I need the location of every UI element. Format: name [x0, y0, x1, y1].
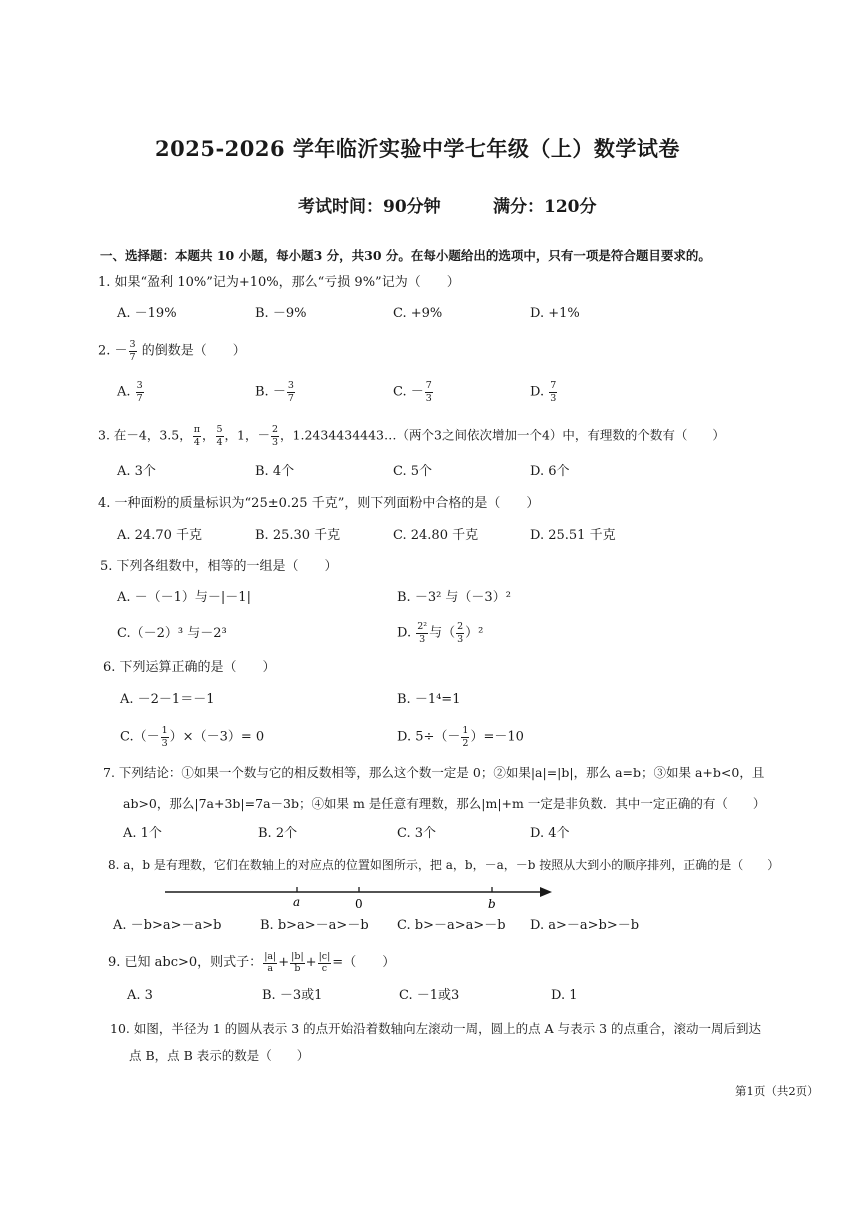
q10-line2: 点 B，点 B 表示的数是（ ） [129, 1048, 310, 1063]
q1-option-a: A. －19% [117, 306, 177, 321]
axis-label-b: b [488, 897, 496, 911]
q1-option-d: D. +1% [530, 306, 580, 321]
axis-label-a: a [293, 895, 301, 909]
q3-stem: 3. 在－4，3.5， $\frac{\pi}{4}$ ， $\frac{5}{4}$ ，1，－ $\frac{2}{3}$ ，1.2434434443…（两个3之间依次增加一个4）中，有理数的个数有（ ） [98, 424, 725, 448]
number-line-figure [160, 882, 560, 912]
q5-stem: 5. 下列各组数中，相等的一组是（ ） [100, 559, 338, 574]
q7-line2: ab>0，那么|7a+3b|=7a－3b；④如果 m 是任意有理数，那么|m|+m 一定是非负数．其中一定正确的有（ ） [123, 796, 766, 811]
q1-option-c: C. +9% [393, 306, 443, 321]
q6-option-a: A. －2－1＝－1 [120, 692, 215, 707]
q7-option-c: C. 3个 [397, 826, 437, 841]
q4-stem: 4. 一种面粉的质量标识为“25±0.25 千克”，则下列面粉中合格的是（ ） [98, 496, 540, 511]
section-heading: 一、选择题：本题共 10 小题，每小题3 分，共30 分。在每小题给出的选项中，只有一项是符合题目要求的。 [100, 248, 711, 263]
q6-option-c: C.（－ $\frac{1}{3}$ ）×（－3）= 0 [120, 725, 265, 749]
q5-option-b: B. －3² 与（－3）² [397, 590, 511, 605]
q3-option-c: C. 5个 [393, 464, 433, 479]
q9-option-c: C. －1或3 [399, 988, 460, 1003]
page-number: 第1页（共2页） [735, 1084, 819, 1098]
q3-option-d: D. 6个 [530, 464, 570, 479]
q4-option-c: C. 24.80 千克 [393, 528, 479, 543]
q6-option-d: D. 5÷（－ $\frac{1}{2}$ ）=－10 [397, 725, 524, 749]
q2-option-c: C. － $\frac{7}{3}$ [393, 380, 432, 404]
q9-option-a: A. 3 [127, 988, 153, 1003]
q9-option-b: B. －3或1 [262, 988, 323, 1003]
q2-option-d: D. $\frac{7}{3}$ [530, 380, 557, 404]
q7-option-d: D. 4个 [530, 826, 570, 841]
q9-stem: 9. 已知 abc>0，则式子： $\frac{|a|}{a}$ + $\frac{|b|}{b}$ + $\frac{|c|}{c}$ =（ ） [108, 951, 396, 974]
q8-option-a: A. －b>a>－a>b [113, 918, 222, 933]
q6-option-b: B. －1⁴=1 [397, 692, 461, 707]
q6-stem: 6. 下列运算正确的是（ ） [103, 660, 276, 675]
exam-time: 考试时间：90分钟 [298, 197, 441, 217]
q4-option-b: B. 25.30 千克 [255, 528, 341, 543]
q1-stem: 1. 如果“盈利 10%”记为+10%，那么“亏损 9%”记为（ ） [98, 275, 460, 290]
q8-stem: 8. a，b 是有理数，它们在数轴上的对应点的位置如图所示，把 a，b，－a，－b 按照从大到小的顺序排列，正确的是（ ） [108, 858, 780, 872]
q3-option-b: B. 4个 [255, 464, 295, 479]
q4-option-d: D. 25.51 千克 [530, 528, 616, 543]
q5-option-c: C.（－2）³ 与－2³ [117, 626, 227, 641]
q8-option-d: D. a>－a>b>－b [530, 918, 640, 933]
q4-option-a: A. 24.70 千克 [117, 528, 203, 543]
full-score: 满分：120分 [493, 197, 597, 217]
q5-option-a: A. －（－1）与－|－1| [117, 590, 251, 605]
q1-option-b: B. －9% [255, 306, 307, 321]
q2-fraction: $\frac{3}{7}$ [129, 339, 136, 363]
q7-option-b: B. 2个 [258, 826, 298, 841]
number-line-arrow [540, 887, 552, 897]
q3-option-a: A. 3个 [117, 464, 156, 479]
q8-option-b: B. b>a>－a>－b [260, 918, 369, 933]
q2-option-b: B. － $\frac{3}{7}$ [255, 380, 294, 404]
q10-line1: 10. 如图，半径为 1 的圆从表示 3 的点开始沿着数轴向左滚动一周，圆上的点 A 与表示 3 的点重合，滚动一周后到达 [110, 1021, 762, 1036]
q2-option-a: A. $\frac{3}{7}$ [117, 380, 143, 404]
page-title: 2025-2026 学年临沂实验中学七年级（上）数学试卷 [155, 136, 680, 161]
q2-stem: 2. － $\frac{3}{7}$ 的倒数是（ ） [98, 339, 246, 363]
axis-label-0: 0 [355, 897, 363, 911]
q9-option-d: D. 1 [551, 988, 578, 1003]
q7-option-a: A. 1个 [123, 826, 162, 841]
q7-line1: 7. 下列结论：①如果一个数与它的相反数相等，那么这个数一定是 0；②如果|a|=|b|，那么 a=b；③如果 a+b<0，且 [103, 765, 765, 780]
q5-option-d: D. $\frac{\text{2²}}{3}$ 与（ $\frac{2}{3}$ ）² [397, 621, 484, 645]
q8-option-c: C. b>－a>a>－b [397, 918, 506, 933]
